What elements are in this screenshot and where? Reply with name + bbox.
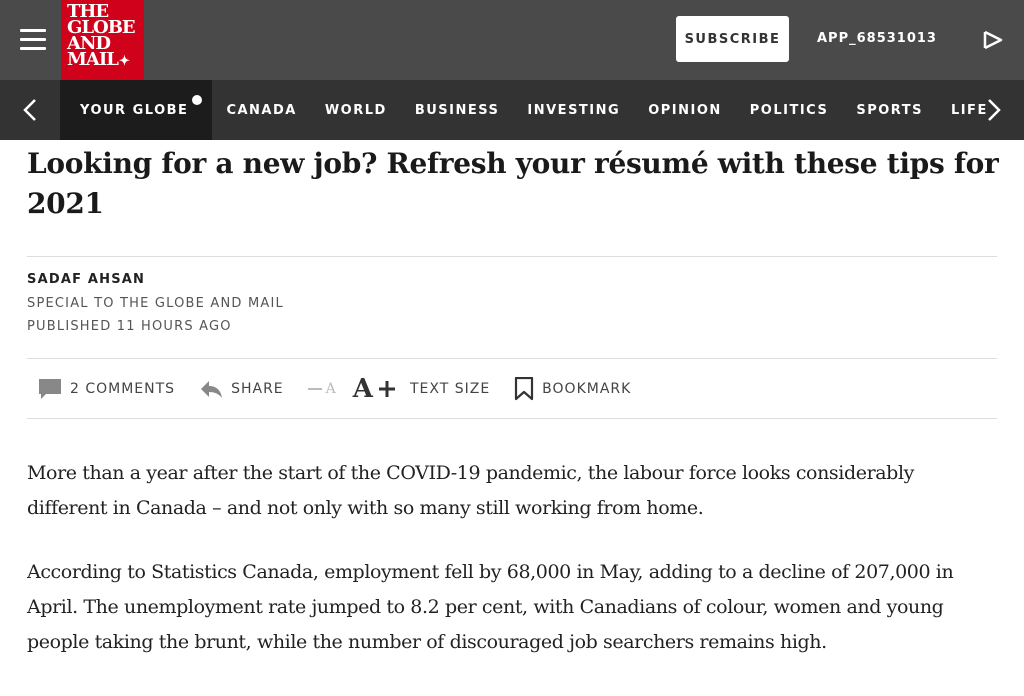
globe-and-mail-logo[interactable]: [61, 0, 144, 80]
nav-item-investing[interactable]: INVESTING: [527, 102, 621, 118]
notification-dot: [192, 95, 202, 105]
chevron-left-icon: [23, 98, 37, 122]
maple-leaf-icon: ✦: [118, 54, 130, 69]
share-icon: [199, 379, 223, 399]
large-a-glyph: A: [352, 374, 374, 404]
text-size-label: TEXT SIZE: [409, 381, 491, 397]
bookmark-label: BOOKMARK: [542, 381, 632, 397]
account-id[interactable]: APP_68531013: [817, 31, 937, 46]
comments-button[interactable]: [38, 378, 175, 400]
play-icon[interactable]: [982, 29, 1004, 51]
chevron-right-icon: [987, 98, 1001, 122]
comment-icon: [38, 378, 62, 400]
top-bar: [0, 0, 1024, 80]
author-name[interactable]: SADAF AHSAN: [27, 272, 146, 287]
logo-line-3: AND: [67, 33, 111, 54]
share-label: SHARE: [231, 381, 284, 397]
small-a-glyph: A: [325, 381, 337, 397]
logo-line-4: MAIL✦: [67, 49, 130, 70]
bookmark-button[interactable]: [514, 377, 631, 401]
nav-item-business[interactable]: BUSINESS: [414, 102, 500, 118]
nav-item-opinion[interactable]: OPINION: [648, 102, 722, 118]
divider: [27, 256, 997, 257]
section-nav: [0, 80, 1024, 140]
nav-item-world[interactable]: WORLD: [324, 102, 387, 118]
nav-item-politics[interactable]: POLITICS: [749, 102, 829, 118]
article-toolbar: [38, 372, 655, 406]
minus-icon: [308, 388, 322, 390]
bookmark-icon: [514, 377, 534, 401]
article-headline: Looking for a new job? Refresh your résumé with these tips for 2021: [27, 147, 999, 220]
nav-item-canada[interactable]: CANADA: [226, 102, 297, 118]
author-affiliation: SPECIAL TO THE GLOBE AND MAIL: [27, 296, 284, 311]
nav-item-sports[interactable]: SPORTS: [856, 102, 923, 118]
logo-line-2: GLOBE: [67, 17, 135, 38]
share-button[interactable]: [199, 379, 284, 399]
published-time: PUBLISHED 11 HOURS AGO: [27, 319, 232, 334]
plus-icon: [378, 380, 396, 398]
article-paragraph: According to Statistics Canada, employment fell by 68,000 in May, adding to a decline of 207,000 in April. The unemployment rate jumped to 8.2 per cent, with Canadians of colour, women and young people taking the brunt, while the number of discouraged job searchers remains high.: [27, 561, 954, 653]
nav-next-button[interactable]: [964, 80, 1024, 140]
comments-label: 2 COMMENTS: [70, 381, 176, 397]
nav-item-life[interactable]: LIFE: [950, 102, 988, 118]
decrease-text-size-button[interactable]: [308, 381, 337, 397]
menu-icon[interactable]: [20, 29, 46, 51]
divider: [27, 358, 997, 359]
divider: [27, 418, 997, 419]
increase-text-size-button[interactable]: [353, 374, 396, 404]
article-paragraph: More than a year after the start of the COVID-19 pandemic, the labour force looks considerably different in Canada – and not only with so many still working from home.: [27, 462, 914, 519]
nav-prev-button[interactable]: [0, 80, 60, 140]
subscribe-button[interactable]: SUBSCRIBE: [676, 16, 789, 62]
logo-line-1: THE: [67, 1, 109, 22]
nav-item-your-globe[interactable]: YOUR GLOBE: [60, 80, 212, 140]
